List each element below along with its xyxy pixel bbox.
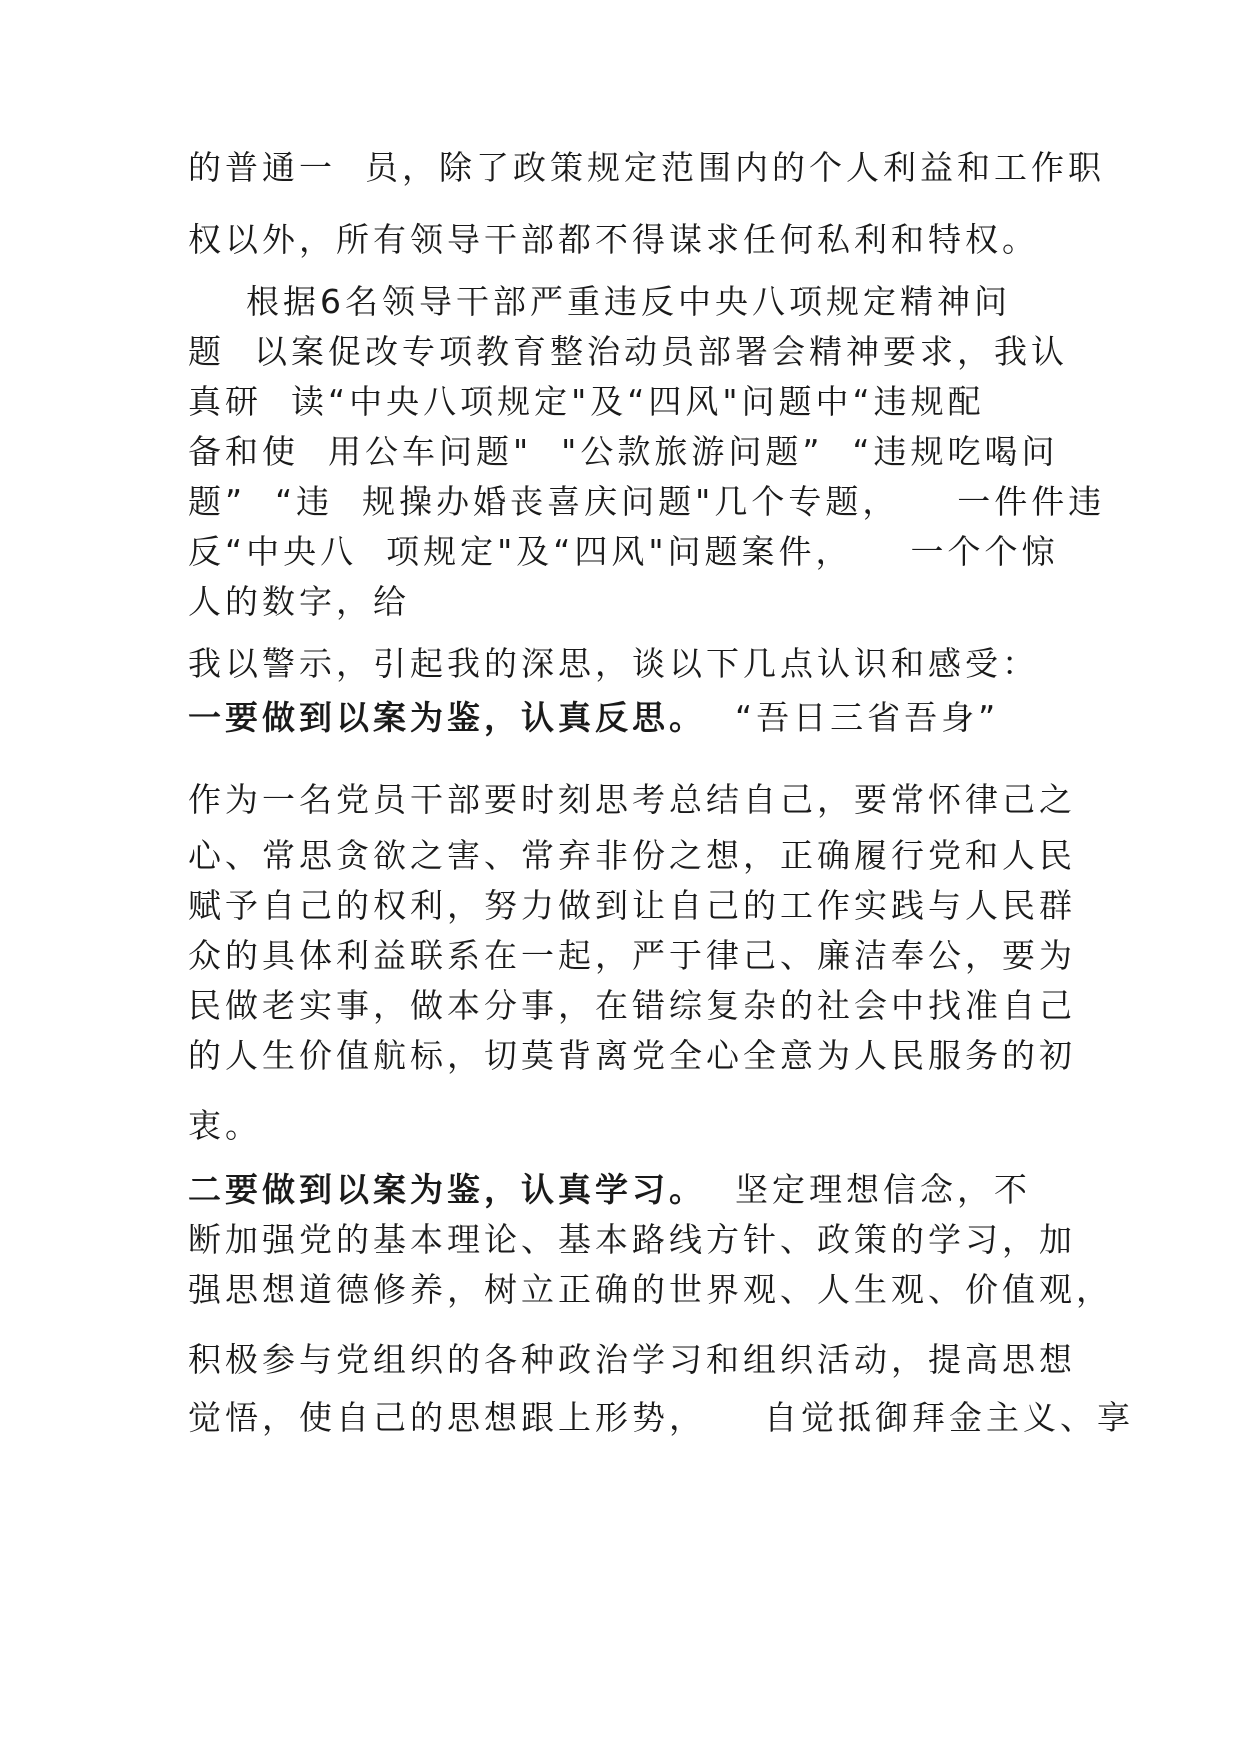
section-heading-line (188, 1170, 1031, 1210)
body-line: 权以外，所有领导干部都不得谋求任何私利和特权。 (188, 220, 1039, 259)
body-line: 觉悟，使自己的思想跟上形势， 自觉抵御拜金主义、享 (188, 1398, 1134, 1437)
body-line: 的普通一 员，除了政策规定范围内的个人利益和工作职 (188, 148, 1105, 187)
body-line: 民做老实事，做本分事，在错综复杂的社会中找准自己 (188, 986, 1076, 1025)
section-heading-line (188, 698, 999, 738)
body-line: 人的数字，给 (188, 582, 410, 621)
body-line: 的人生价值航标，切莫背离党全心全意为人民服务的初 (188, 1036, 1076, 1075)
body-line: 强思想道德修养，树立正确的世界观、人生观、价值观， (188, 1270, 1113, 1309)
body-line: 赋予自己的权利，努力做到让自己的工作实践与人民群 (188, 886, 1076, 925)
body-line: 题” “违 规操办婚丧喜庆问题"几个专题， 一件件违 (188, 482, 1106, 521)
body-line: 衷。 (188, 1106, 262, 1145)
section-heading: 二要做到以案为鉴，认真学习。 (188, 1170, 706, 1209)
body-line: 众的具体利益联系在一起，严于律己、廉洁奉公，要为 (188, 936, 1076, 975)
body-text: “吾日三省吾身” (706, 698, 1000, 737)
body-text: 坚定理想信念，不 (706, 1170, 1031, 1209)
body-line: 积极参与党组织的各种政治学习和组织活动，提高思想 (188, 1340, 1076, 1379)
body-line: 心、常思贪欲之害、常弃非份之想，正确履行党和人民 (188, 836, 1076, 875)
body-line: 反“中央八 项规定"及“四风"问题案件， 一个个惊 (188, 532, 1059, 571)
body-line: 备和使 用公车问题" "公款旅游问题” “违规吃喝问 (188, 432, 1059, 471)
body-line: 作为一名党员干部要时刻思考总结自己，要常怀律己之 (188, 780, 1076, 819)
body-line: 题 以案促改专项教育整治动员部署会精神要求，我认 (188, 332, 1068, 371)
body-line: 真研 读“中央八项规定"及“四风"问题中“违规配 (188, 382, 985, 421)
body-line: 断加强党的基本理论、基本路线方针、政策的学习，加 (188, 1220, 1076, 1259)
body-line: 我以警示，引起我的深思，谈以下几点认识和感受： (188, 644, 1039, 683)
body-line: 根据6名领导干部严重违反中央八项规定精神问 (188, 282, 1011, 321)
section-heading: 一要做到以案为鉴，认真反思。 (188, 698, 706, 737)
